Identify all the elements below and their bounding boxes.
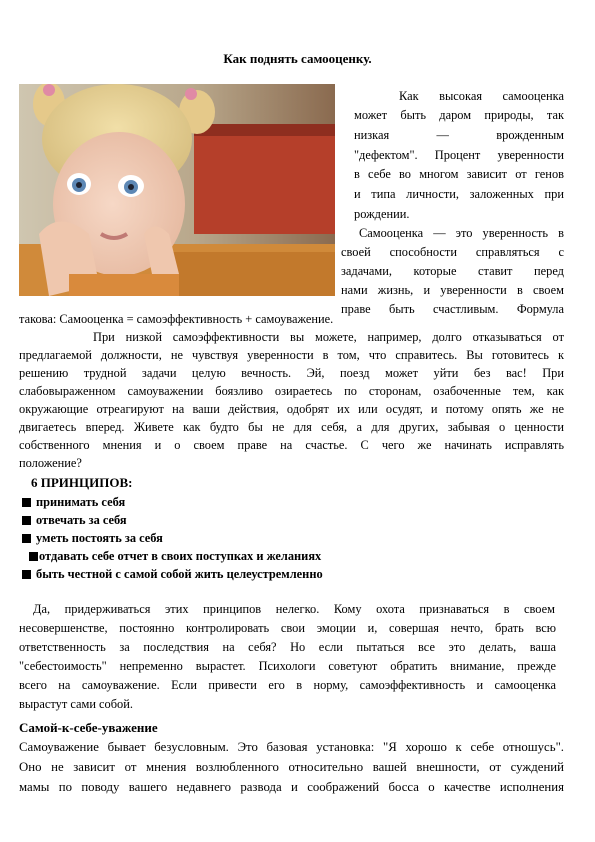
body-line: собственного мнения и о своем праве на счастье. С чего же начинать исправлять: [19, 438, 564, 452]
bullet-square-icon: [22, 534, 31, 543]
body-line: окружающие отреагируют на ваши действия, одобрят их или осудят, и потому опять же не: [19, 402, 564, 416]
para2-line: "себестоимость" непременно вырастет. Психологи советуют обратить внимание, прежде: [19, 659, 556, 673]
side-line: Самооценка — это уверенность в: [359, 226, 564, 240]
side-line: "дефектом". Процент уверенности: [354, 148, 564, 162]
body-line: предлагаемой должности, не чувствуя уверенности в том, что справитесь. Вы готовитесь к: [19, 348, 564, 362]
side-line: своей способности справляться с: [341, 245, 564, 259]
side-line: может быть даром природы, так: [354, 108, 564, 122]
photo-image: [19, 84, 335, 296]
para2-line: всего на самоуважение. Если привести его в норму, самоэффективность и самооценка: [19, 678, 556, 692]
body-line: двигаетесь вперед. Живете как будто бы не для себя, а для других, забывая о ценности: [19, 420, 564, 434]
principle-text: быть честной с самой собой жить целеустремленно: [36, 567, 323, 581]
side-line: задачами, которые ставит перед: [341, 264, 564, 278]
page-title: Как поднять самооценку.: [223, 51, 372, 66]
section-line: мамы по поводу вашего недавнего развода и соображений босса о качестве исполнения: [19, 780, 564, 794]
side-line: низкая — врожденным: [354, 128, 564, 142]
para2-line: вырастут сами собой.: [19, 697, 133, 711]
principle-item: [22, 567, 323, 581]
section-line: Самоуважение бывает безусловным. Это базовая установка: "Я хорошо к себе отношусь".: [19, 740, 564, 754]
principles-heading: 6 ПРИНЦИПОВ:: [31, 475, 133, 490]
principle-text: отвечать за себя: [36, 513, 127, 527]
side-line: рождении.: [354, 207, 410, 221]
body-line: При низкой самоэффективности вы можете, например, долго отказываться от: [93, 330, 564, 344]
principle-text: отдавать себе отчет в своих поступках и желаниях: [39, 549, 322, 563]
side-line: [354, 89, 564, 103]
bullet-square-icon: [22, 498, 31, 507]
bullet-square-icon: [29, 552, 38, 561]
side-line: и типа личности, заложенных при: [354, 187, 564, 201]
para2-line: ответственность за последствия на себя? Но если пытаться все это делать, ваша: [19, 640, 556, 654]
principle-item: [22, 531, 163, 545]
bullet-square-icon: [22, 516, 31, 525]
body-line: такова: Самооценка = самоэффективность + самоуважение.: [19, 312, 334, 326]
side-line: праве быть счастливым. Формула: [341, 302, 564, 316]
girl-photo: [19, 84, 335, 296]
body-line: слабовыраженном самоуважении боязливо озираетесь по сторонам, озабоченные тем, как: [19, 384, 564, 398]
side-line: в себе во многом зависит от генов: [354, 167, 564, 181]
section-heading: Самой-к-себе-уважение: [19, 720, 158, 735]
section-line: Оно не зависит от мнения возлюбленного относительно вашей внешности, от суждений: [19, 760, 564, 774]
body-line: решению трудной задачи целую вечность. Эй, поезд может уйти без вас! При: [19, 366, 564, 380]
side-line: нами жизнь, и уверенности в своем: [341, 283, 564, 297]
body-line: положение?: [19, 456, 82, 470]
bullet-square-icon: [22, 570, 31, 579]
principle-item: [22, 495, 125, 509]
principle-item: [22, 513, 127, 527]
para2-line: несовершенстве, постоянно контролировать свои эмоции и, совершая нечто, брать всю: [19, 621, 556, 635]
side-line-text: Как высокая самооценка: [399, 89, 564, 103]
principle-text: уметь постоять за себя: [36, 531, 163, 545]
principle-item: [29, 549, 321, 563]
principle-text: принимать себя: [36, 495, 126, 509]
para2-line: Да, придерживаться этих принципов нелегко. Кому охота признаваться в своем: [33, 602, 555, 616]
